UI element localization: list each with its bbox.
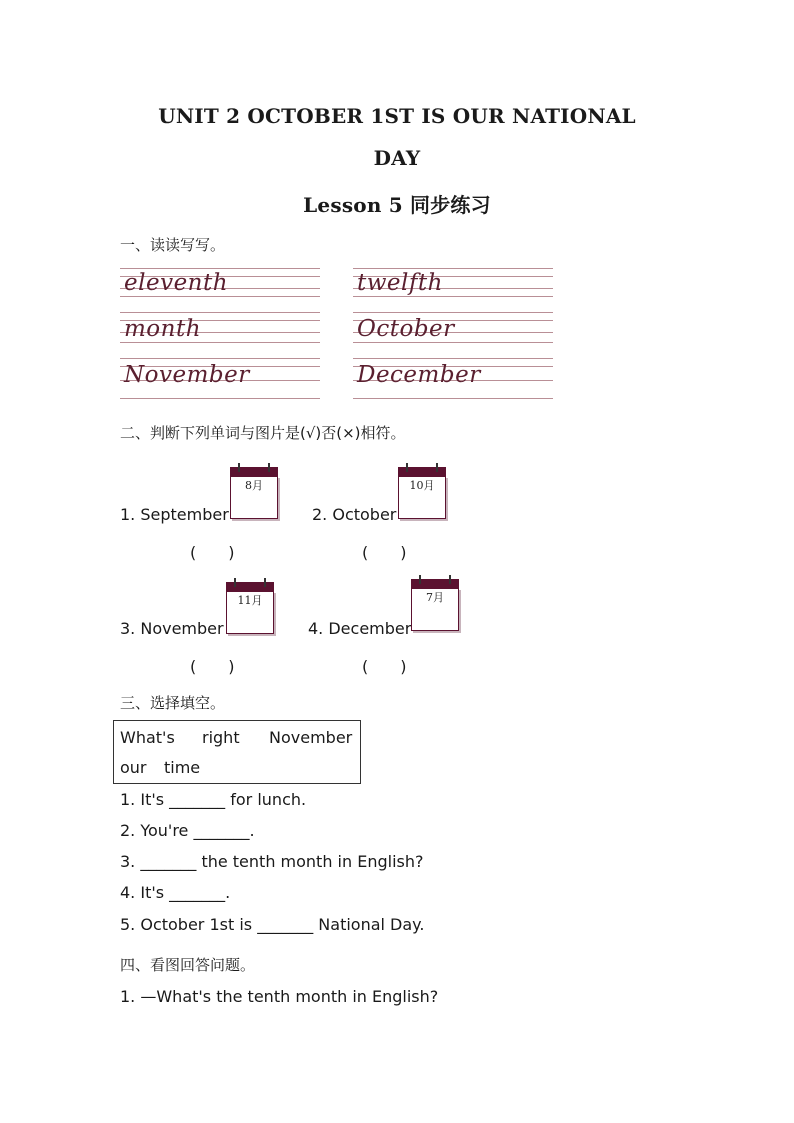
handwriting-grid-right — [353, 268, 553, 402]
calendar-icon — [230, 463, 278, 517]
answer-parentheses[interactable]: ( ) — [362, 657, 407, 676]
fill-question: 2. You're _______. — [120, 821, 255, 840]
answer-parentheses[interactable]: ( ) — [362, 543, 407, 562]
word-bank-word: right — [202, 728, 240, 747]
handwriting-word: twelfth — [357, 270, 443, 296]
section1-heading: 一、读读写写。 — [120, 236, 226, 254]
fill-question: 1. It's _______ for lunch. — [120, 790, 307, 809]
section4-heading: 四、看图回答问题。 — [120, 956, 256, 974]
answer-parentheses[interactable]: ( ) — [190, 543, 235, 562]
calendar-month: 8月 — [245, 479, 263, 492]
calendar-month: 7月 — [426, 591, 444, 604]
handwriting-word: month — [124, 316, 202, 342]
section2-heading: 二、判断下列单词与图片是(√)否(×)相符。 — [120, 424, 406, 442]
fill-question: 5. October 1st is _______ National Day. — [120, 915, 425, 934]
handwriting-word: November — [124, 362, 250, 388]
item-label: 3. November — [120, 619, 224, 638]
fill-question: 4. It's _______. — [120, 883, 231, 902]
word-bank-word: November — [269, 728, 353, 747]
word-bank-word: What's — [120, 728, 175, 747]
lesson-subtitle: Lesson 5 同步练习 — [303, 193, 491, 217]
calendar-icon — [411, 575, 459, 629]
handwriting-word: October — [357, 316, 455, 342]
word-bank-word: our — [120, 758, 147, 777]
handwriting-grid-left — [120, 268, 320, 402]
handwriting-word: December — [357, 362, 481, 388]
answer-question: 1. —What's the tenth month in English? — [120, 987, 439, 1006]
answer-parentheses[interactable]: ( ) — [190, 657, 235, 676]
calendar-month: 10月 — [409, 479, 435, 492]
item-label: 1. September — [120, 505, 229, 524]
page-title-line2: DAY — [373, 146, 421, 170]
item-label: 4. December — [308, 619, 412, 638]
item-label: 2. October — [312, 505, 397, 524]
calendar-icon — [226, 578, 274, 632]
word-bank — [113, 720, 361, 784]
fill-question: 3. _______ the tenth month in English? — [120, 852, 424, 871]
page-title-line1: UNIT 2 OCTOBER 1ST IS OUR NATIONAL — [158, 104, 636, 128]
section3-heading: 三、选择填空。 — [120, 694, 226, 712]
calendar-icon — [398, 463, 446, 517]
handwriting-word: eleventh — [124, 270, 229, 296]
word-bank-word: time — [164, 758, 201, 777]
calendar-month: 11月 — [237, 594, 263, 607]
